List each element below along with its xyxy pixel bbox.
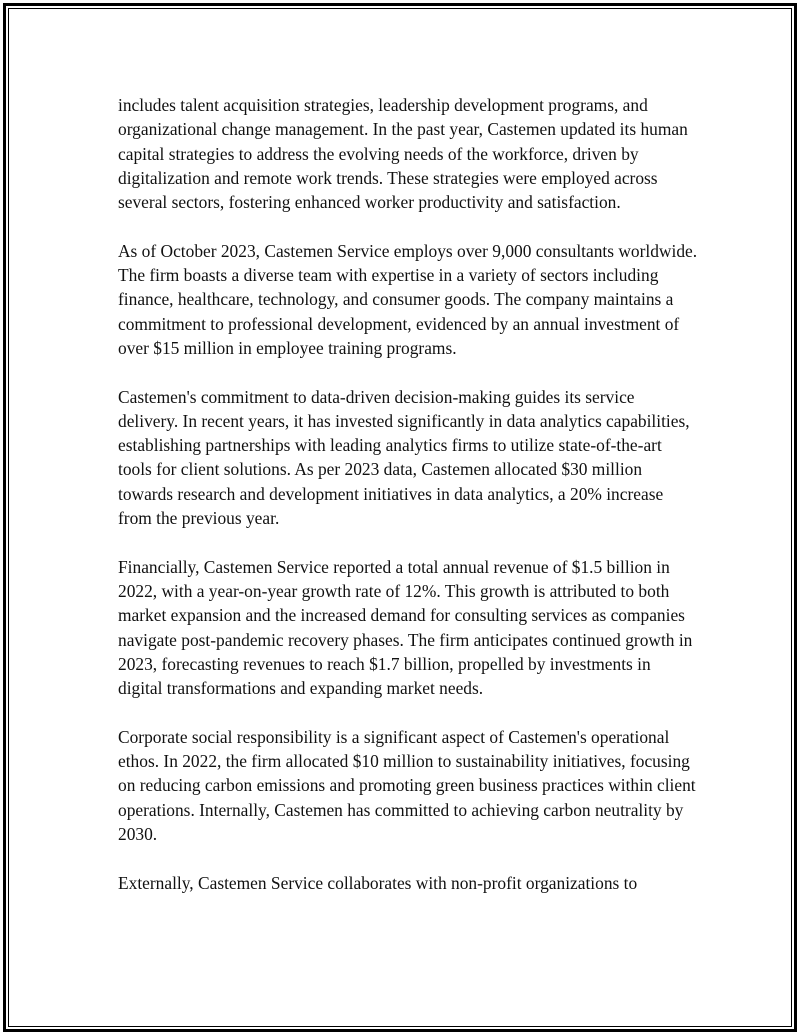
paragraph-human-capital: includes talent acquisition strategies, leadership development programs, and organizational change management. In the past year, Castemen updated its human capital strategies to address the evolving needs of the workforce, driven by digitalization and remote work trends. These strategies were employed across several sectors, fostering enhanced worker productivity and satisfaction.	[118, 95, 688, 213]
paragraph-financials: Financially, Castemen Service reported a total annual revenue of $1.5 billion in 2022, with a year-on-year growth rate of 12%. This growth is attributed to both market expansion and the increased demand for consulting services as companies navigate post-pandemic recovery phases. The firm anticipates continued growth in 2023, forecasting revenues to reach $1.7 billion, propelled by investments in digital transformations and expanding market needs.	[118, 556, 693, 699]
paragraph-csr: Corporate social responsibility is a significant aspect of Castemen's operational ethos. In 2022, the firm allocated $10 million to sustainability initiatives, focusing on reducing carbon emissions and promoting green business practices within client operations. Internally, Castemen has committed to achieving carbon neutrality by 2030.	[118, 726, 696, 844]
document-body	[118, 93, 698, 919]
paragraph-workforce: As of October 2023, Castemen Service employs over 9,000 consultants worldwide. The firm boasts a diverse team with expertise in a variety of sectors including finance, healthcare, technology, and consumer goods. The company maintains a commitment to professional development, evidenced by an annual investment of over $15 million in employee training programs.	[118, 240, 698, 358]
paragraph-data-analytics: Castemen's commitment to data-driven decision-making guides its service delivery. In recent years, it has invested significantly in data analytics capabilities, establishing partnerships with leading analytics firms to utilize state-of-the-art tools for client solutions. As per 2023 data, Castemen allocated $30 million towards research and development initiatives in data analytics, a 20% increase from the previous year.	[118, 386, 690, 529]
paragraph-external-collaboration: Externally, Castemen Service collaborates with non-profit organizations to	[118, 872, 638, 893]
